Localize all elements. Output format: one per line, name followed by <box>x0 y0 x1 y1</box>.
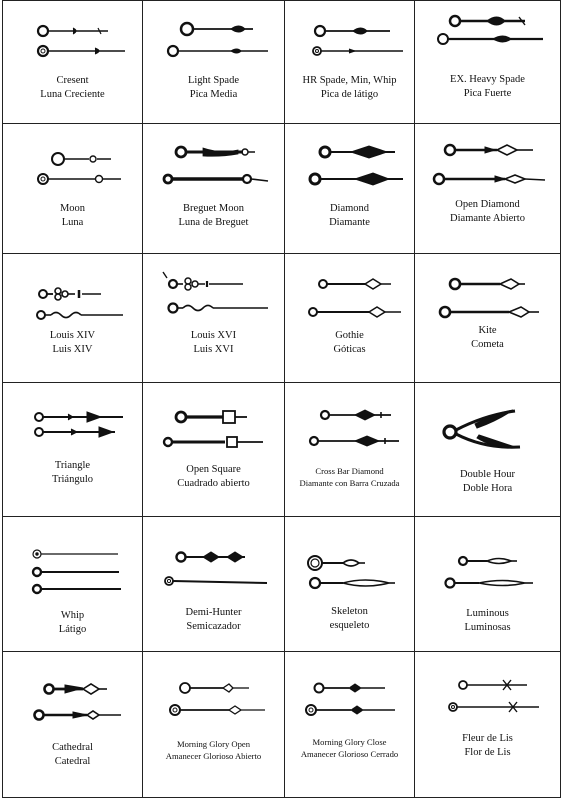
fleur-de-lis-hands-illustration <box>415 652 560 732</box>
double-hour-english-name: Double Hour <box>459 469 516 480</box>
breguet-moon-label <box>143 202 284 230</box>
cell-cresent <box>3 1 143 124</box>
cross-bar-diamond-spanish-name: Diamante con Barra Cruzada <box>299 478 400 488</box>
louis-xiv-spanish-name: Luis XIV <box>52 344 93 355</box>
fleur-de-lis-spanish-name: Flor de Lis <box>464 747 511 758</box>
breguet-moon-hands-illustration <box>143 124 285 194</box>
whip-hands-illustration <box>3 517 143 597</box>
morning-glory-close-spanish-name: Amanecer Glorioso Cerrado <box>300 749 399 759</box>
open-diamond-english-name: Open Diamond <box>455 199 520 210</box>
cell-louis-xiv <box>3 254 143 383</box>
demi-hunter-english-name: Demi-Hunter <box>185 607 242 618</box>
diamond-english-name: Diamond <box>329 203 370 214</box>
cell-double-hour <box>415 383 560 517</box>
hr-spade-spanish-name: Pica de látigo <box>320 89 379 100</box>
ex-heavy-spade-english-name: EX. Heavy Spade <box>450 74 525 85</box>
open-square-label <box>143 463 284 491</box>
ex-heavy-spade-hands-illustration <box>415 1 560 71</box>
skeleton-hands-illustration <box>285 517 415 597</box>
diamond-hands-illustration <box>285 124 415 194</box>
cathedral-spanish-name: Catedral <box>54 756 91 767</box>
ex-heavy-spade-label <box>415 73 560 101</box>
cell-gothie <box>285 254 415 383</box>
cell-breguet-moon <box>143 124 285 254</box>
moon-spanish-name: Luna <box>61 217 84 228</box>
cell-skeleton <box>285 517 415 652</box>
cell-moon <box>3 124 143 254</box>
light-spade-hands-illustration <box>143 1 285 71</box>
light-spade-label <box>143 74 284 102</box>
morning-glory-open-label <box>143 738 284 762</box>
breguet-moon-english-name: Breguet Moon <box>183 203 244 214</box>
cresent-english-name: Cresent <box>56 75 89 86</box>
whip-spanish-name: Látigo <box>58 624 87 635</box>
whip-english-name: Whip <box>60 610 85 621</box>
hr-spade-label <box>285 74 414 102</box>
luminous-spanish-name: Luminosas <box>464 622 511 633</box>
cross-bar-diamond-english-name: Cross Bar Diamond <box>315 466 384 476</box>
cresent-hands-illustration <box>3 1 143 71</box>
demi-hunter-label <box>143 606 284 634</box>
morning-glory-open-hands-illustration <box>143 652 285 732</box>
cresent-spanish-name: Luna Creciente <box>40 89 105 100</box>
cell-morning-glory-close <box>285 652 415 797</box>
hr-spade-hands-illustration <box>285 1 415 71</box>
open-square-hands-illustration <box>143 383 285 453</box>
skeleton-english-name: Skeleton <box>331 606 368 617</box>
cathedral-english-name: Cathedral <box>52 742 93 753</box>
double-hour-hands-illustration <box>415 383 560 463</box>
gothie-hands-illustration <box>285 254 415 324</box>
cell-morning-glory-open <box>143 652 285 797</box>
morning-glory-open-english-name: Morning Glory Open <box>176 739 251 749</box>
skeleton-spanish-name: esqueleto <box>329 620 370 631</box>
skeleton-label <box>285 605 414 633</box>
whip-label <box>3 609 142 637</box>
ex-heavy-spade-spanish-name: Pica Fuerte <box>463 88 512 99</box>
cell-light-spade <box>143 1 285 124</box>
cell-diamond <box>285 124 415 254</box>
kite-label <box>415 324 560 352</box>
clock-hand-styles-grid <box>2 0 561 798</box>
cell-ex-heavy-spade <box>415 1 560 124</box>
louis-xvi-spanish-name: Luis XVI <box>193 344 234 355</box>
light-spade-english-name: Light Spade <box>187 75 240 86</box>
cathedral-label <box>3 741 142 769</box>
cathedral-hands-illustration <box>3 652 143 732</box>
open-square-spanish-name: Cuadrado abierto <box>177 478 250 489</box>
cell-cross-bar-diamond <box>285 383 415 517</box>
triangle-hands-illustration <box>3 383 143 453</box>
gothie-spanish-name: Góticas <box>333 344 366 355</box>
open-diamond-label <box>415 198 560 226</box>
demi-hunter-spanish-name: Semicazador <box>186 621 241 632</box>
cell-cathedral <box>3 652 143 797</box>
open-square-english-name: Open Square <box>186 464 241 475</box>
morning-glory-open-spanish-name: Amanecer Glorioso Abierto <box>165 751 262 761</box>
hr-spade-english-name: HR Spade, Min, Whip <box>302 75 397 86</box>
louis-xvi-english-name: Louis XVI <box>190 330 237 341</box>
cell-louis-xvi <box>143 254 285 383</box>
fleur-de-lis-label <box>415 732 560 760</box>
diamond-label <box>285 202 414 230</box>
cross-bar-diamond-label <box>285 465 414 489</box>
morning-glory-close-english-name: Morning Glory Close <box>312 737 387 747</box>
cross-bar-diamond-hands-illustration <box>285 383 415 453</box>
cresent-label <box>3 74 142 102</box>
moon-label <box>3 202 142 230</box>
louis-xiv-label <box>3 329 142 357</box>
morning-glory-close-hands-illustration <box>285 652 415 732</box>
cell-open-diamond <box>415 124 560 254</box>
louis-xvi-hands-illustration <box>143 254 285 324</box>
triangle-spanish-name: Triángulo <box>51 474 94 485</box>
kite-spanish-name: Cometa <box>471 339 504 350</box>
triangle-label <box>3 459 142 487</box>
luminous-english-name: Luminous <box>466 608 509 619</box>
luminous-label <box>415 607 560 635</box>
moon-english-name: Moon <box>59 203 86 214</box>
cell-whip <box>3 517 143 652</box>
morning-glory-close-label <box>285 736 414 760</box>
cell-hr-spade <box>285 1 415 124</box>
breguet-moon-spanish-name: Luna de Breguet <box>178 217 249 228</box>
double-hour-spanish-name: Doble Hora <box>462 483 513 494</box>
demi-hunter-hands-illustration <box>143 517 285 597</box>
louis-xvi-label <box>143 329 284 357</box>
diamond-spanish-name: Diamante <box>329 217 370 228</box>
kite-hands-illustration <box>415 254 560 324</box>
cell-open-square <box>143 383 285 517</box>
louis-xiv-english-name: Louis XIV <box>49 330 96 341</box>
gothie-label <box>285 329 414 357</box>
cell-fleur-de-lis <box>415 652 560 797</box>
open-diamond-spanish-name: Diamante Abierto <box>450 213 525 224</box>
cell-kite <box>415 254 560 383</box>
fleur-de-lis-english-name: Fleur de Lis <box>462 733 513 744</box>
luminous-hands-illustration <box>415 517 560 597</box>
double-hour-label <box>415 468 560 496</box>
open-diamond-hands-illustration <box>415 124 560 194</box>
kite-english-name: Kite <box>478 325 497 336</box>
light-spade-spanish-name: Pica Media <box>189 89 238 100</box>
louis-xiv-hands-illustration <box>3 254 143 324</box>
cell-demi-hunter <box>143 517 285 652</box>
moon-hands-illustration <box>3 124 143 194</box>
triangle-english-name: Triangle <box>54 460 91 471</box>
cell-triangle <box>3 383 143 517</box>
gothie-english-name: Gothie <box>335 330 364 341</box>
cell-luminous <box>415 517 560 652</box>
